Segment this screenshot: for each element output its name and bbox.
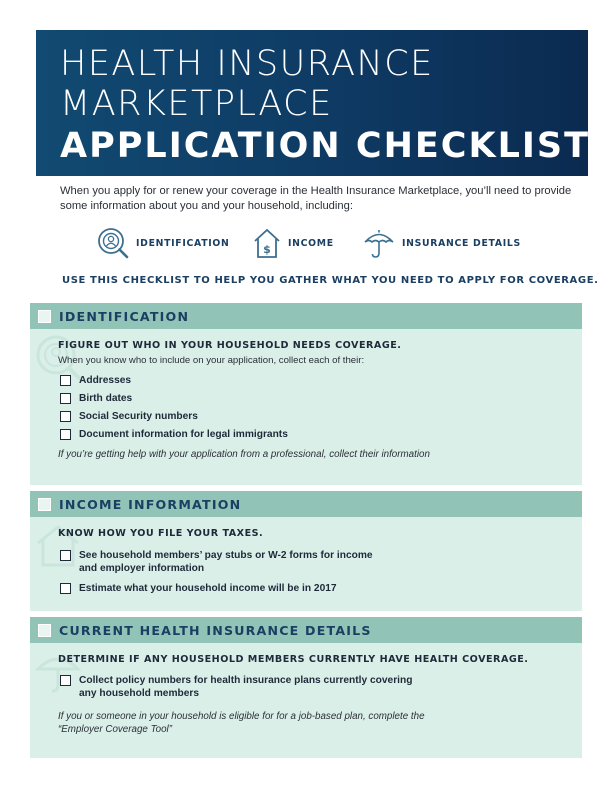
checklist-item-label [79, 674, 412, 700]
identification-note: If you’re getting help with your application from a professional, collect their information [58, 449, 430, 460]
checkbox[interactable] [60, 411, 71, 422]
title-line-3: APPLICATION CHECKLIST [60, 126, 591, 166]
checkbox[interactable] [60, 375, 71, 386]
income-section-checkbox[interactable] [38, 498, 51, 511]
health-insurance-section-checkbox[interactable] [38, 624, 51, 637]
income-subheading: KNOW HOW YOU FILE YOUR TAXES. [58, 528, 264, 539]
insurance-details-label: INSURANCE DETAILS [402, 237, 521, 249]
income-category [252, 226, 334, 260]
checklist-item-label: Estimate what your household income will be in 2017 [79, 583, 337, 594]
checklist-item-policy-numbers [58, 674, 582, 700]
checkbox[interactable] [60, 675, 71, 686]
checkbox[interactable] [60, 429, 71, 440]
checklist-item-pay-stubs [58, 549, 582, 575]
health-insurance-section [30, 617, 582, 758]
identification-section-checkbox[interactable] [38, 310, 51, 323]
health-insurance-note [58, 710, 528, 736]
checklist-item-line-2: any household members [79, 688, 200, 699]
identification-section-header [30, 303, 582, 329]
checklist-item-ssn [58, 410, 582, 423]
use-checklist-instruction: USE THIS CHECKLIST TO HELP YOU GATHER WHAT YOU NEED TO APPLY FOR COVERAGE. [62, 275, 599, 286]
identification-section [30, 303, 582, 485]
identification-icon [96, 226, 130, 260]
title-line-2: MARKETPLACE [60, 84, 333, 124]
checklist-item-line-2: and employer information [79, 563, 205, 574]
insurance-details-category [362, 226, 521, 260]
intro-paragraph: When you apply for or renew your coverage in the Health Insurance Marketplace, you’ll need to provide some information about you and your household, including: [60, 185, 572, 212]
checkbox[interactable] [60, 583, 71, 594]
note-line-1: If you or someone in your household is eligible for for a job-based plan, complete the [58, 711, 425, 722]
identification-subheading: FIGURE OUT WHO IN YOUR HOUSEHOLD NEEDS COVERAGE. [58, 340, 402, 351]
checklist-item-addresses [58, 374, 582, 387]
checklist-item-label: Addresses [79, 375, 132, 386]
income-section-header [30, 491, 582, 517]
title-banner [36, 30, 591, 176]
identification-section-title: IDENTIFICATION [59, 308, 190, 324]
checkbox[interactable] [60, 393, 71, 404]
checklist-item-line-1: See household members’ pay stubs or W-2 forms for income [79, 550, 373, 561]
note-line-2: “Employer Coverage Tool” [58, 724, 172, 735]
checklist-item-label: Social Security numbers [79, 411, 198, 422]
checklist-item-estimate-income [58, 582, 582, 595]
health-insurance-subheading: DETERMINE IF ANY HOUSEHOLD MEMBERS CURRENTLY HAVE HEALTH COVERAGE. [58, 654, 529, 665]
checklist-item-label: Document information for legal immigrants [79, 429, 288, 440]
income-section [30, 491, 582, 611]
income-section-title: INCOME INFORMATION [59, 496, 242, 512]
checklist-item-immigrant-docs [58, 428, 582, 441]
identification-label: IDENTIFICATION [136, 237, 230, 249]
checklist-item-birth-dates [58, 392, 582, 405]
identification-checklist [58, 374, 582, 441]
health-insurance-section-header [30, 617, 582, 643]
checklist-item-line-1: Collect policy numbers for health insurance plans currently covering [79, 675, 413, 686]
health-insurance-section-title: CURRENT HEALTH INSURANCE DETAILS [59, 622, 372, 638]
health-insurance-checklist [58, 674, 582, 700]
income-checklist [58, 549, 582, 595]
checkbox[interactable] [60, 550, 71, 561]
svg-text:$: $ [263, 243, 271, 256]
identification-category [96, 226, 230, 260]
identification-description: When you know who to include on your application, collect each of their: [58, 355, 365, 366]
title-line-1: HEALTH INSURANCE [60, 44, 434, 84]
umbrella-icon [362, 226, 396, 260]
income-label: INCOME [288, 237, 334, 249]
checklist-item-label: Birth dates [79, 393, 133, 404]
income-house-icon [252, 226, 282, 260]
category-icon-row [96, 226, 556, 260]
checklist-item-label [79, 549, 373, 575]
